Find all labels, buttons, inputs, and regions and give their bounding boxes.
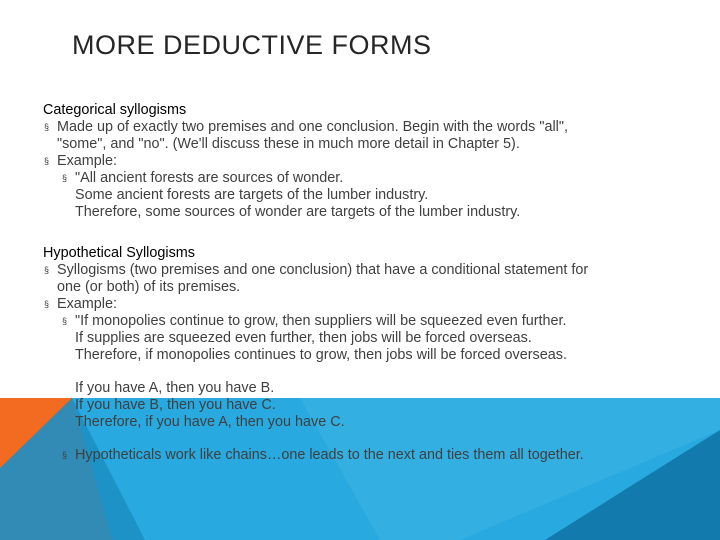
section-heading-hypothetical: Hypothetical Syllogisms <box>43 245 195 261</box>
bullet-item <box>43 153 700 170</box>
abstract-form-text: Therefore, if you have A, then you have C. <box>75 414 345 430</box>
bullet-item <box>43 296 700 313</box>
spacer <box>43 237 700 245</box>
example-text: "If monopolies continue to grow, then suppliers will be squeezed even further. <box>75 313 567 329</box>
bullet-icon: § <box>62 173 68 183</box>
example-text: Therefore, some sources of wonder are targets of the lumber industry. <box>75 204 521 220</box>
bullet-item <box>43 119 700 136</box>
bullet-text-continued: one (or both) of its premises. <box>57 279 241 295</box>
spacer <box>43 364 700 380</box>
bullet-icon: § <box>44 122 50 132</box>
bullet-text-continued: "some", and "no". (We'll discuss these in much more detail in Chapter 5). <box>57 136 520 152</box>
abstract-form-text: If you have A, then you have B. <box>75 380 275 396</box>
abstract-form-text: If you have B, then you have C. <box>75 397 276 413</box>
bullet-icon: § <box>44 299 50 309</box>
bullet-text: Example: <box>57 153 117 169</box>
slide-title: MORE DEDUCTIVE FORMS <box>72 30 432 60</box>
sub-bullet-item <box>43 447 700 464</box>
spacer <box>43 221 700 237</box>
sub-bullet-item <box>43 313 700 330</box>
sub-bullet-item <box>43 170 700 187</box>
bullet-item <box>43 262 700 279</box>
example-text: Therefore, if monopolies continues to grow, then jobs will be forced overseas. <box>75 347 567 363</box>
bullet-text: Made up of exactly two premises and one conclusion. Begin with the words "all", <box>57 119 568 135</box>
example-text: "All ancient forests are sources of wonder. <box>75 170 344 186</box>
example-text: If supplies are squeezed even further, then jobs will be forced overseas. <box>75 330 532 346</box>
bullet-icon: § <box>44 156 50 166</box>
chain-text: Hypotheticals work like chains…one leads to the next and ties them all together. <box>75 447 584 463</box>
slide-body <box>43 102 700 464</box>
example-text: Some ancient forests are targets of the lumber industry. <box>75 187 429 203</box>
bullet-text: Syllogisms (two premises and one conclusion) that have a conditional statement for <box>57 262 589 278</box>
spacer <box>43 431 700 447</box>
bullet-icon: § <box>62 316 68 326</box>
bullet-icon: § <box>62 450 68 460</box>
section-heading-categorical: Categorical syllogisms <box>43 102 187 118</box>
bullet-text: Example: <box>57 296 117 312</box>
bullet-icon: § <box>44 265 50 275</box>
